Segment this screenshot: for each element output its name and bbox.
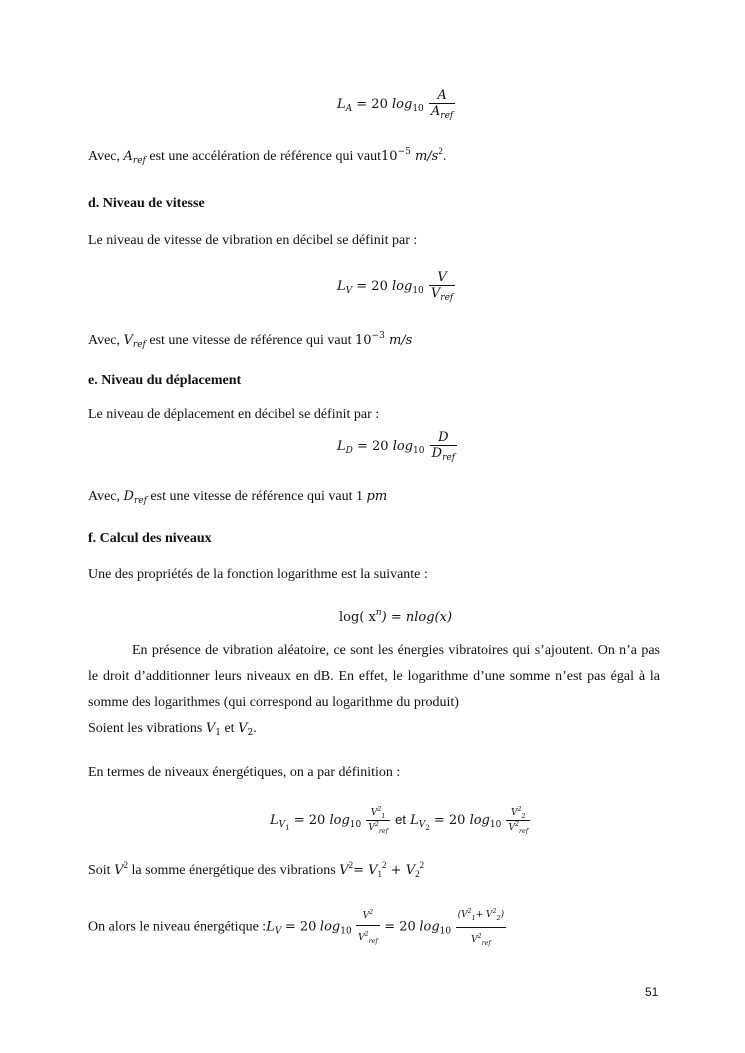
formula-log: log (392, 279, 413, 294)
line-soient (88, 720, 257, 742)
log-rhs: ) = nlog(x) (381, 610, 453, 625)
fraction-denominator: A (430, 104, 441, 119)
eq-mid: = V (353, 863, 378, 878)
final-text: On alors le niveau énergétique : (88, 919, 267, 935)
log1-base: 10 (349, 819, 362, 830)
var-v1-sub: 1 (215, 728, 221, 738)
avec-prefix: Avec, (88, 149, 124, 164)
num2-sub: 2 (521, 812, 526, 820)
final-num2-b: 2 (496, 914, 501, 922)
formula-lhs: L (337, 97, 346, 112)
log2: log (469, 812, 490, 828)
value-unit: pm (366, 489, 388, 504)
var-v1: V (205, 721, 216, 736)
final-num2-sq1: 2 (467, 908, 472, 915)
final-eq2: = 20 (384, 919, 416, 935)
soient-et: et (220, 721, 239, 736)
value-unit: m/s (410, 149, 439, 164)
final-num2: (V (457, 910, 468, 920)
formula-lhs-sub: D (345, 446, 353, 456)
final-log2: log (419, 919, 440, 935)
den2: V (508, 822, 515, 833)
l1: L (270, 812, 279, 828)
formula-lhs-sub: V (345, 286, 353, 296)
log2-base: 10 (489, 819, 502, 830)
line-final (88, 903, 507, 952)
section-f-title: f. Calcul des niveaux (88, 531, 212, 546)
fraction-numerator: V (437, 270, 447, 285)
den1-sup: 2 (374, 820, 379, 828)
var-v-sub: ref (132, 340, 146, 350)
eq-v: V (339, 863, 349, 878)
var-v-exp: 2 (123, 860, 128, 870)
avec-text: est une accélération de référence qui vaut (145, 149, 382, 164)
eq-sub1: 1 (377, 869, 383, 879)
avec-text: est une vitesse de référence qui vaut (145, 333, 355, 348)
num2: V (511, 808, 518, 818)
den2-sup: 2 (514, 820, 519, 828)
soit-text: la somme énergétique des vibrations (127, 863, 340, 878)
fraction-v1 (366, 806, 390, 835)
var-a-sub: ref (132, 156, 146, 166)
value-exponent: −5 (397, 147, 411, 157)
unit-exponent: 2 (438, 146, 443, 156)
eq-exp2: 2 (419, 860, 425, 870)
final-lhs: L (266, 919, 275, 935)
num1-sup: 2 (377, 806, 382, 813)
fraction-v2 (506, 806, 530, 835)
var-d-sub: ref (133, 496, 147, 506)
formula-fraction (429, 88, 455, 121)
var-v: V (114, 863, 124, 878)
formula-equals: = 20 (356, 279, 388, 294)
final-fraction-2 (456, 903, 507, 952)
l2-subsub: 2 (425, 823, 430, 832)
final-log: log (319, 919, 341, 935)
final-den-sup: 2 (364, 931, 369, 939)
var-d: D (123, 489, 134, 504)
line-avec-v-ref (88, 328, 412, 354)
final-log2-base: 10 (439, 926, 452, 937)
final-num: V (362, 911, 370, 922)
formula-fraction (429, 270, 455, 303)
line-end: . (253, 721, 257, 736)
num1: V (370, 808, 378, 818)
line-avec-d-ref (88, 488, 387, 510)
den2-sub: ref (518, 827, 529, 835)
line-avec-a-ref (88, 143, 446, 170)
final-den: V (358, 933, 365, 944)
eq-sub2: 2 (415, 869, 420, 879)
line-en-termes: En termes de niveaux énergétiques, on a par définition : (88, 765, 401, 780)
fraction-denominator-sub: ref (440, 111, 454, 121)
formula-level-velocity (337, 270, 456, 303)
formula-log: log (392, 97, 413, 112)
l1-subsub: 1 (285, 823, 290, 832)
line-end: . (442, 149, 447, 164)
log-exponent: n (375, 608, 382, 618)
formula-log-base: 10 (412, 286, 424, 296)
num2-sup: 2 (517, 806, 522, 813)
var-a: A (123, 149, 133, 164)
final-num-sup: 2 (369, 909, 374, 917)
var-v: V (123, 333, 133, 348)
eq-v-exp: 2 (348, 860, 354, 870)
fraction-denominator: V (430, 286, 441, 301)
final-num2-a: 1 (471, 914, 476, 922)
den1: V (368, 822, 375, 833)
formula-equals: = 20 (357, 439, 389, 454)
final-num2-close: ) (500, 910, 505, 920)
line-soit (88, 857, 424, 883)
paragraph-random-vibration: En présence de vibration aléatoire, ce sont les énergies vibratoires qui s’ajoutent. On n’a pas le droit d’additionner leurs niveaux en dB. En effet, le logarithme d’une somme n’est pas égal à la somme des logarithmes (qui correspond au logarithme du produit) (88, 643, 660, 710)
log-lhs: log( x (339, 610, 376, 625)
page-number: 51 (645, 985, 659, 999)
l2: L (410, 812, 419, 828)
avec-prefix: Avec, (88, 489, 124, 504)
formula-equals: = 20 (356, 97, 388, 112)
fraction-denominator-sub: ref (440, 293, 454, 303)
formula-log-property (339, 608, 452, 625)
final-lhs-sub: V (274, 926, 282, 937)
formula-lhs: L (337, 279, 346, 294)
fraction-denominator-sub: ref (442, 453, 456, 463)
final-den2: V (471, 934, 478, 945)
log1: log (329, 812, 350, 828)
section-d-title: d. Niveau de vitesse (88, 196, 205, 211)
value-base: 10 (355, 333, 372, 348)
final-den-sub: ref (368, 938, 378, 946)
formula-lhs-sub: A (345, 104, 353, 114)
final-den2-sup: 2 (477, 932, 482, 940)
l2-sub: V (418, 819, 426, 830)
section-e-intro: Le niveau de déplacement en décibel se définit par : (88, 407, 380, 422)
formula-fraction (430, 430, 457, 463)
var-v2-sub: 2 (247, 728, 254, 738)
final-num2-sq2: 2 (492, 908, 497, 915)
fraction-numerator: A (437, 88, 447, 103)
formula-log-base: 10 (412, 104, 424, 114)
eq-plus: + V (386, 863, 416, 878)
et-label: et (395, 811, 406, 827)
soient-text: Soient les vibrations (88, 721, 206, 736)
value-base: 10 (381, 149, 398, 164)
avec-prefix: Avec, (88, 333, 124, 348)
value-exponent: −3 (371, 331, 385, 341)
final-fraction-1 (356, 904, 380, 950)
eq1: = 20 (293, 812, 326, 828)
formula-energy-levels (270, 806, 531, 835)
var-v2: V (238, 721, 248, 736)
fraction-numerator: D (438, 430, 449, 445)
formula-level-displacement (337, 430, 458, 463)
final-eq: = 20 (284, 919, 317, 935)
fraction-denominator: D (431, 446, 443, 461)
eq-exp1: 2 (382, 860, 387, 870)
formula-log: log (392, 439, 414, 454)
section-d-intro: Le niveau de vitesse de vibration en décibel se définit par : (88, 233, 418, 248)
avec-text: est une vitesse de référence qui vaut 1 (146, 489, 367, 504)
section-e-title: e. Niveau du déplacement (88, 373, 242, 388)
eq2: = 20 (433, 812, 466, 828)
num1-sub: 1 (381, 812, 386, 820)
value-unit: m/s (384, 333, 413, 348)
section-f-intro: Une des propriétés de la fonction logarithme est la suivante : (88, 567, 428, 582)
formula-lhs: L (337, 439, 346, 454)
l1-sub: V (278, 819, 286, 830)
soit-prefix: Soit (88, 863, 115, 878)
formula-level-acceleration (337, 88, 456, 121)
den1-sub: ref (378, 827, 388, 835)
formula-log-base: 10 (413, 446, 425, 456)
final-den2-sub: ref (481, 939, 491, 947)
final-num2-plus: + V (475, 910, 493, 920)
final-log-base: 10 (340, 926, 352, 937)
